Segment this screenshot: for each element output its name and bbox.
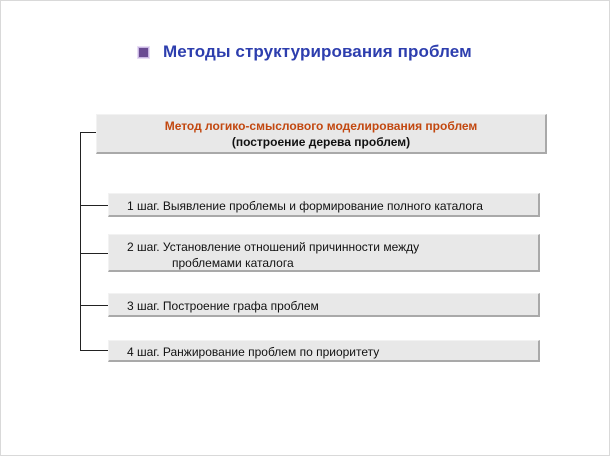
square-bullet-icon: [138, 47, 149, 58]
step-2-label: 2 шаг. Установление отношений причинности между: [127, 240, 420, 254]
connector-main-method: [80, 132, 96, 133]
main-method-box: [96, 114, 547, 154]
slide-title-row: [138, 41, 472, 63]
step-3-label: 3 шаг. Построение графа проблем: [127, 299, 319, 313]
main-method-title: Метод логико-смыслового моделирования проблем: [164, 119, 478, 133]
tree-vertical-connector: [80, 132, 81, 350]
step-box-1: [108, 193, 540, 217]
step-1-label: 1 шаг. Выявление проблемы и формирование полного каталога: [127, 199, 483, 213]
connector-step-4: [80, 350, 108, 351]
connector-step-2: [80, 253, 108, 254]
connector-step-1: [80, 205, 108, 206]
slide-title: Методы структурирования проблем: [163, 42, 472, 61]
step-4-label: 4 шаг. Ранжирование проблем по приоритету: [127, 345, 380, 359]
step-box-3: [108, 293, 540, 317]
step-box-4: [108, 340, 540, 362]
main-method-subtitle: (построение дерева проблем): [231, 135, 411, 149]
connector-step-3: [80, 305, 108, 306]
step-2-label-continued: проблемами каталога: [172, 256, 294, 270]
step-box-2: [108, 234, 540, 272]
